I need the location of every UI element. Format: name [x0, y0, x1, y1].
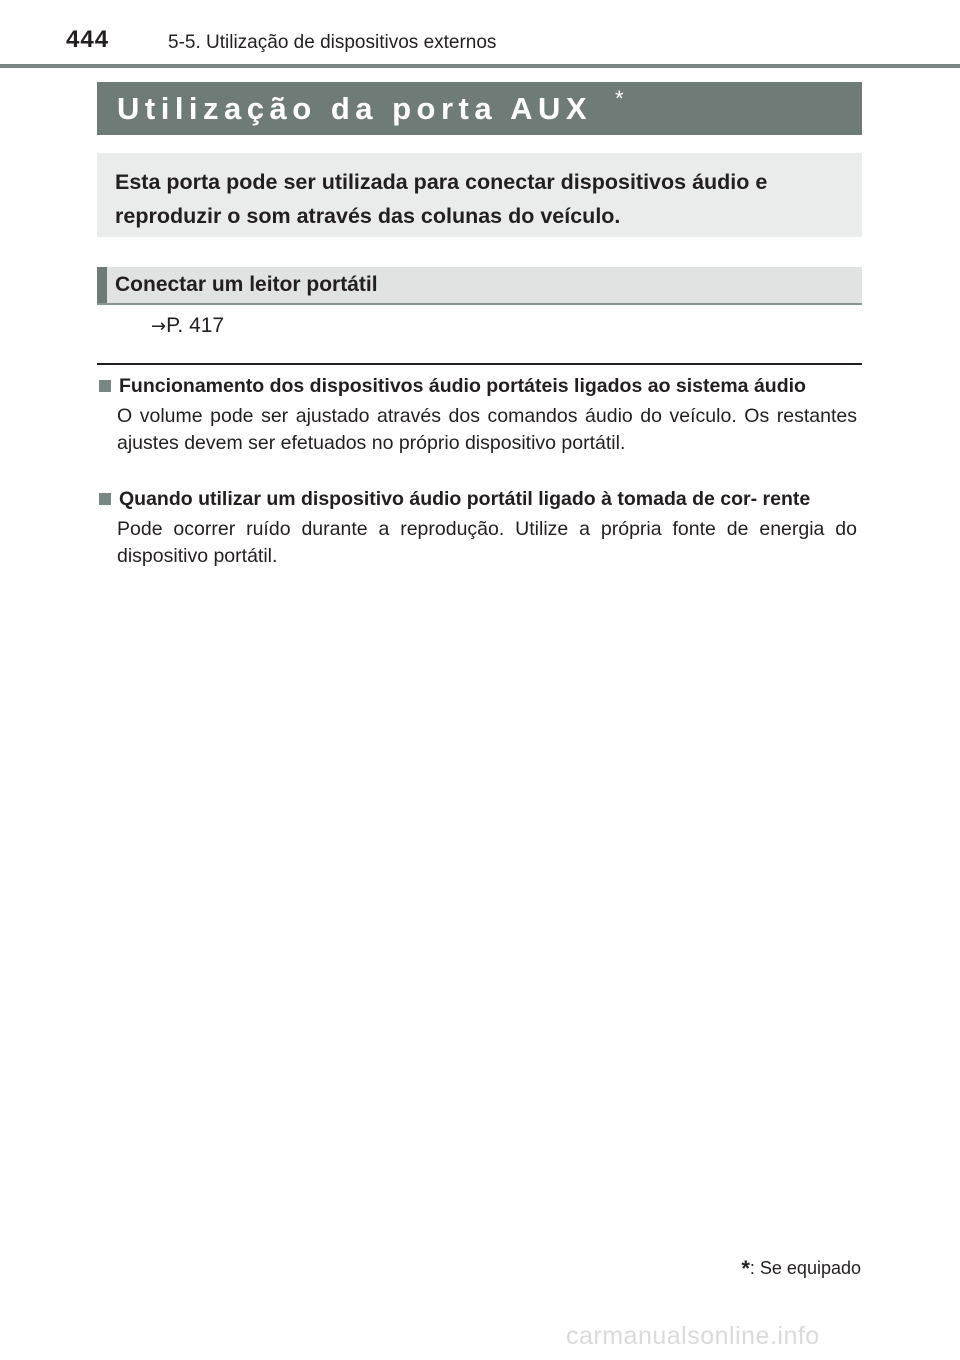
page-reference[interactable]: [151, 314, 224, 338]
arrow-right-icon: →: [151, 316, 167, 337]
note-heading: Quando utilizar um dispositivo áudio portátil ligado à tomada de cor- rente: [119, 488, 811, 510]
section-title: 5-5. Utilização de dispositivos externos: [168, 32, 497, 53]
note-body: O volume pode ser ajustado através dos comandos áudio do veículo. Os restantes ajustes devem ser efetuados no próprio dispositivo portátil.: [117, 405, 857, 454]
page-title: Utilização da porta AUX: [117, 91, 593, 126]
note-item: [97, 374, 862, 457]
page-number: 444: [66, 26, 110, 53]
optional-equipment-marker: *: [615, 86, 624, 111]
page-header: [0, 0, 960, 70]
footnote-text: : Se equipado: [749, 1258, 861, 1278]
header-divider: [0, 64, 960, 68]
square-bullet-icon: [99, 380, 111, 392]
asterisk-icon: *: [741, 1256, 750, 1281]
note-body: Pode ocorrer ruído durante a reprodução. Utilize a própria fonte de energia do dispositivo portátil.: [117, 518, 857, 567]
watermark: carmanualsonline.info: [566, 1322, 820, 1350]
intro-text: Esta porta pode ser utilizada para conectar dispositivos áudio e reproduzir o som através das colunas do veículo.: [115, 170, 768, 228]
subsection-header: [97, 267, 862, 305]
page-reference-text: P. 417: [166, 314, 225, 337]
square-bullet-icon: [99, 493, 111, 505]
subsection-accent: [97, 267, 107, 303]
note-heading: Funcionamento dos dispositivos áudio portáteis ligados ao sistema áudio: [119, 375, 806, 397]
note-item: [97, 487, 862, 570]
footnote: [741, 1256, 861, 1282]
subsection-title: Conectar um leitor portátil: [115, 273, 378, 296]
intro-box: [97, 153, 862, 237]
page-title-bar: [97, 82, 862, 135]
section-divider: [97, 363, 862, 365]
